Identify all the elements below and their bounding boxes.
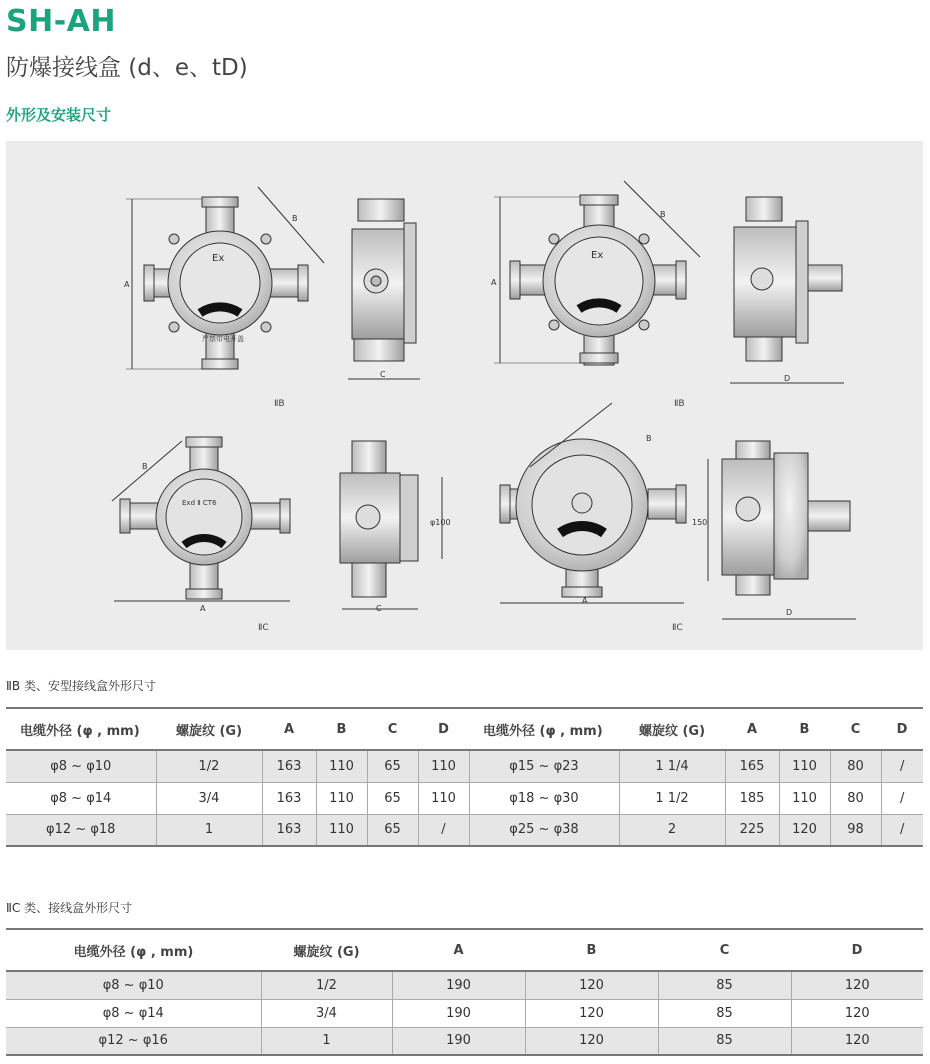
table-cell: 190	[392, 999, 525, 1027]
dim-150: 150	[692, 518, 708, 527]
table-iic-title: ⅡC 类、接线盒外形尺寸	[6, 901, 133, 915]
table-cell: 110	[316, 750, 367, 782]
table-cell: 190	[392, 1027, 525, 1055]
table-cell: 185	[725, 782, 779, 814]
table-cell: 165	[725, 750, 779, 782]
table-cell: 1 1/2	[619, 782, 725, 814]
column-header: A	[392, 929, 525, 971]
iib-side-view	[348, 199, 420, 379]
table-cell: 110	[779, 750, 830, 782]
table-row	[6, 814, 923, 846]
table-cell: 163	[262, 814, 316, 846]
table-cell: 65	[367, 750, 418, 782]
column-header: 螺旋纹 (G)	[619, 708, 725, 750]
figure-label-iic-1: ⅡC	[258, 623, 269, 633]
table-cell: 1/2	[261, 971, 392, 999]
column-header: C	[830, 708, 881, 750]
column-header: 螺旋纹 (G)	[156, 708, 262, 750]
column-header: A	[725, 708, 779, 750]
iic-large-side-view	[708, 441, 856, 619]
table-cell: 120	[525, 1027, 658, 1055]
technical-drawing-panel	[6, 141, 923, 650]
table-iib-title: ⅡB 类、安型接线盒外形尺寸	[6, 679, 156, 693]
iib-large-side-view	[730, 197, 844, 383]
table-cell: 85	[658, 971, 791, 999]
table-cell: 85	[658, 1027, 791, 1055]
dim-a-1: A	[124, 280, 130, 289]
column-header: D	[881, 708, 923, 750]
table-cell: 163	[262, 750, 316, 782]
table-cell: φ12 ~ φ16	[6, 1027, 261, 1055]
figure-label-iib-2: ⅡB	[674, 399, 685, 409]
table-cell: φ8 ~ φ10	[6, 750, 156, 782]
drawing-svg	[6, 141, 923, 650]
column-header: 电缆外径 (φ , mm)	[6, 708, 156, 750]
table-cell: 110	[418, 750, 469, 782]
table-cell: 120	[779, 814, 830, 846]
table-cell: 110	[418, 782, 469, 814]
dim-a-4: A	[582, 596, 588, 605]
iic-side-view	[340, 441, 442, 609]
table-cell: φ8 ~ φ14	[6, 999, 261, 1027]
table-cell: 80	[830, 750, 881, 782]
table-cell: 3/4	[261, 999, 392, 1027]
table-iic	[6, 928, 923, 1056]
iib-large-front-view	[494, 181, 700, 365]
table-cell: 225	[725, 814, 779, 846]
table-cell: 85	[658, 999, 791, 1027]
table-cell: φ8 ~ φ10	[6, 971, 261, 999]
table-row	[6, 999, 923, 1027]
table-row	[6, 782, 923, 814]
warning-mark: 严禁带电开盖	[202, 335, 244, 343]
exd-mark: Exd Ⅱ CT6	[182, 499, 217, 507]
ex-mark-2: Ex	[591, 250, 604, 261]
table-cell: φ18 ~ φ30	[469, 782, 619, 814]
dim-c-2: C	[376, 604, 382, 613]
column-header: A	[262, 708, 316, 750]
table-cell: 110	[316, 814, 367, 846]
table-row	[6, 1027, 923, 1055]
iic-front-view	[112, 437, 290, 601]
column-header: D	[418, 708, 469, 750]
iic-large-front-view	[500, 403, 686, 603]
table-cell: 163	[262, 782, 316, 814]
column-header: 电缆外径 (φ , mm)	[6, 929, 261, 971]
table-cell: 1	[261, 1027, 392, 1055]
column-header: C	[367, 708, 418, 750]
table-cell: /	[418, 814, 469, 846]
table-row	[6, 971, 923, 999]
column-header: B	[779, 708, 830, 750]
column-header: B	[316, 708, 367, 750]
table-cell: 65	[367, 782, 418, 814]
table-cell: 2	[619, 814, 725, 846]
table-cell: 190	[392, 971, 525, 999]
table-cell: φ8 ~ φ14	[6, 782, 156, 814]
ex-mark-1: Ex	[212, 253, 225, 264]
table-cell: 1/2	[156, 750, 262, 782]
product-name: 防爆接线盒 (d、e、tD)	[6, 55, 248, 81]
figure-label-iib-1: ⅡB	[274, 399, 285, 409]
column-header: B	[525, 929, 658, 971]
dim-100: φ100	[430, 518, 451, 527]
table-cell: 120	[791, 971, 923, 999]
table-header-row	[6, 929, 923, 971]
table-cell: 110	[779, 782, 830, 814]
dim-c-1: C	[380, 370, 386, 379]
dim-a-3: A	[200, 604, 206, 613]
table-row	[6, 750, 923, 782]
model-title: SH-AH	[6, 4, 116, 39]
table-cell: φ15 ~ φ23	[469, 750, 619, 782]
table-iib	[6, 707, 923, 847]
table-cell: φ25 ~ φ38	[469, 814, 619, 846]
dim-d-1: D	[784, 374, 791, 383]
dim-b-2: B	[660, 210, 666, 219]
dim-d-2: D	[786, 608, 793, 617]
table-cell: 120	[525, 971, 658, 999]
table-cell: 110	[316, 782, 367, 814]
table-cell: 3/4	[156, 782, 262, 814]
dim-b-4: B	[646, 434, 652, 443]
table-cell: /	[881, 750, 923, 782]
table-header-row	[6, 708, 923, 750]
table-cell: 65	[367, 814, 418, 846]
table-cell: 1	[156, 814, 262, 846]
table-cell: 98	[830, 814, 881, 846]
table-cell: 120	[791, 999, 923, 1027]
table-cell: 1 1/4	[619, 750, 725, 782]
table-cell: /	[881, 814, 923, 846]
column-header: D	[791, 929, 923, 971]
table-cell: 80	[830, 782, 881, 814]
table-cell: φ12 ~ φ18	[6, 814, 156, 846]
section-title: 外形及安装尺寸	[6, 106, 112, 124]
dim-b-3: B	[142, 462, 148, 471]
column-header: C	[658, 929, 791, 971]
table-cell: /	[881, 782, 923, 814]
column-header: 电缆外径 (φ , mm)	[469, 708, 619, 750]
dim-a-2: A	[491, 278, 497, 287]
dim-b-1: B	[292, 214, 298, 223]
table-cell: 120	[525, 999, 658, 1027]
table-cell: 120	[791, 1027, 923, 1055]
column-header: 螺旋纹 (G)	[261, 929, 392, 971]
figure-label-iic-2: ⅡC	[672, 623, 683, 633]
